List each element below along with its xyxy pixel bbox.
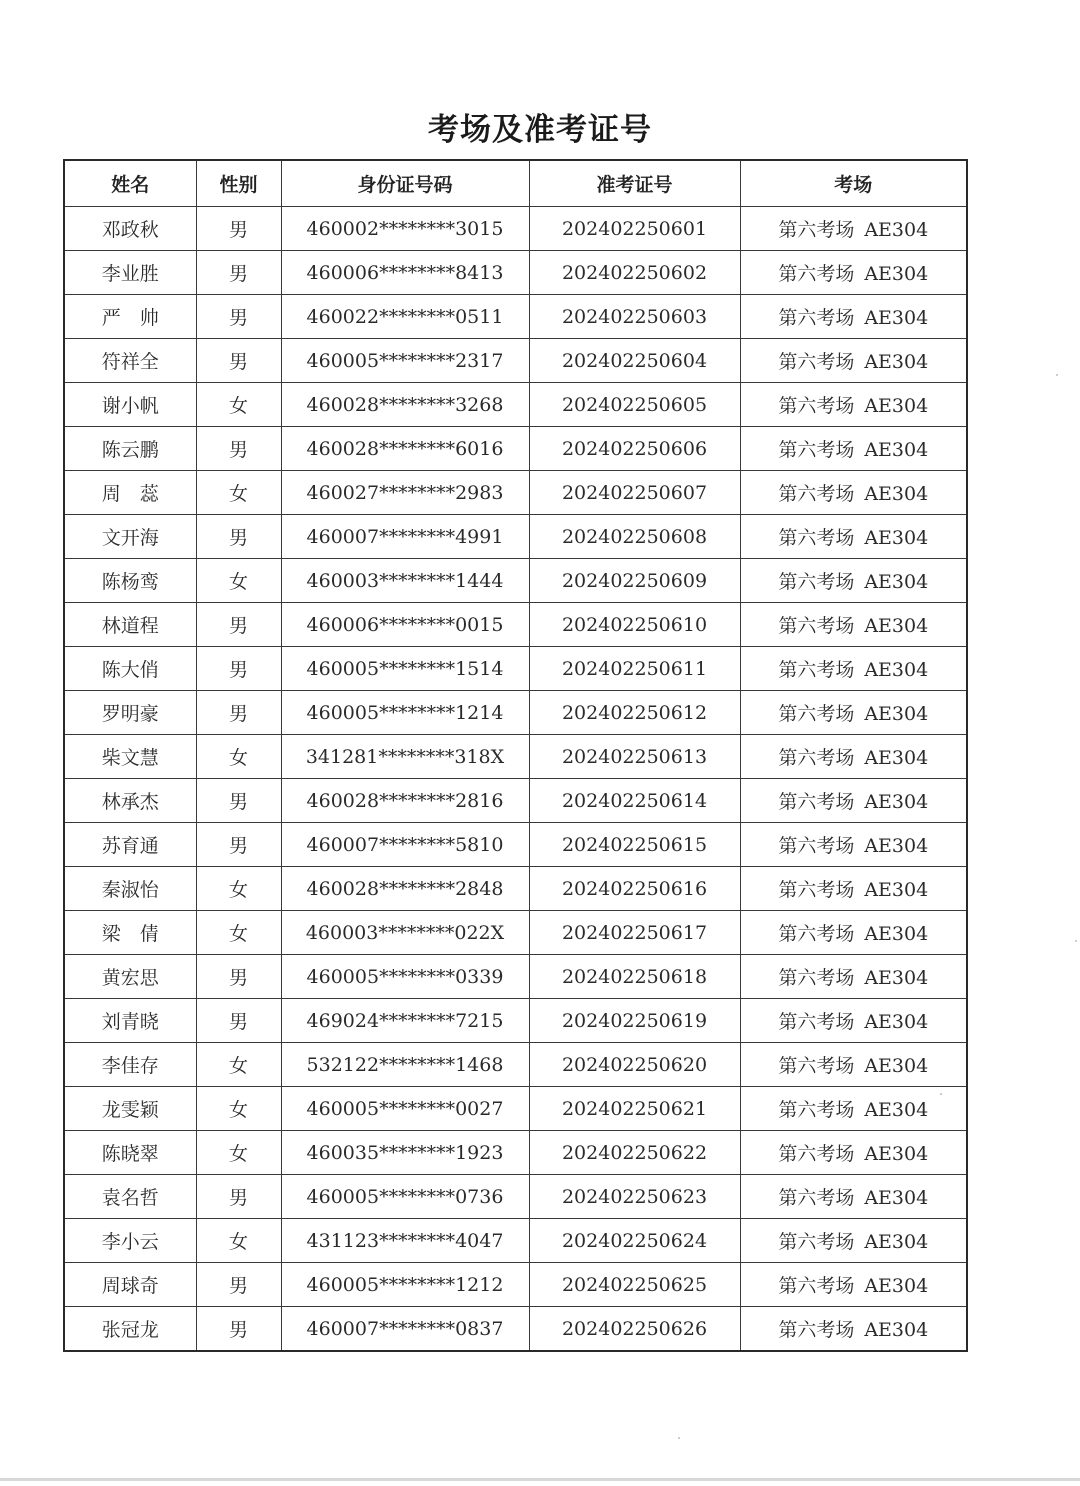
cell-ticket-number: 202402250619 <box>529 999 740 1043</box>
cell-exam-room <box>740 1087 967 1131</box>
cell-id-number: 460006********8413 <box>281 251 529 295</box>
cell-id-number: 460007********5810 <box>281 823 529 867</box>
table-row <box>64 383 967 427</box>
exam-room-code: AE304 <box>864 395 929 417</box>
cell-ticket-number: 202402250609 <box>529 559 740 603</box>
cell-name: 黄宏思 <box>64 955 196 999</box>
exam-room-table <box>63 159 968 1352</box>
cell-name: 陈晓翠 <box>64 1131 196 1175</box>
cell-name: 袁名哲 <box>64 1175 196 1219</box>
cell-ticket-number: 202402250611 <box>529 647 740 691</box>
cell-name: 梁 倩 <box>64 911 196 955</box>
cell-ticket-number: 202402250601 <box>529 207 740 251</box>
table-row <box>64 251 967 295</box>
cell-ticket-number: 202402250607 <box>529 471 740 515</box>
scan-speck <box>940 1093 942 1095</box>
cell-exam-room <box>740 823 967 867</box>
exam-room-code: AE304 <box>864 1099 929 1121</box>
cell-gender: 男 <box>196 339 281 383</box>
exam-room-code: AE304 <box>864 527 929 549</box>
cell-gender: 男 <box>196 1175 281 1219</box>
header-gender: 性别 <box>196 160 281 207</box>
table-row <box>64 647 967 691</box>
exam-room-name: 第六考场 <box>778 747 855 769</box>
cell-gender: 男 <box>196 1263 281 1307</box>
table-row <box>64 1175 967 1219</box>
cell-exam-room <box>740 1307 967 1352</box>
table-row <box>64 295 967 339</box>
cell-ticket-number: 202402250617 <box>529 911 740 955</box>
cell-id-number: 460005********2317 <box>281 339 529 383</box>
header-name: 姓名 <box>64 160 196 207</box>
cell-id-number: 460027********2983 <box>281 471 529 515</box>
cell-name: 周 蕊 <box>64 471 196 515</box>
exam-room-code: AE304 <box>864 879 929 901</box>
cell-gender: 男 <box>196 647 281 691</box>
exam-room-code: AE304 <box>864 791 929 813</box>
cell-name: 林道程 <box>64 603 196 647</box>
cell-ticket-number: 202402250613 <box>529 735 740 779</box>
table-row <box>64 691 967 735</box>
cell-ticket-number: 202402250603 <box>529 295 740 339</box>
cell-ticket-number: 202402250626 <box>529 1307 740 1352</box>
cell-ticket-number: 202402250622 <box>529 1131 740 1175</box>
exam-room-code: AE304 <box>864 615 929 637</box>
table-row <box>64 823 967 867</box>
exam-room-code: AE304 <box>864 1319 929 1341</box>
cell-exam-room <box>740 295 967 339</box>
cell-ticket-number: 202402250608 <box>529 515 740 559</box>
table-row <box>64 515 967 559</box>
cell-gender: 男 <box>196 823 281 867</box>
table-row <box>64 603 967 647</box>
exam-room-code: AE304 <box>864 967 929 989</box>
cell-exam-room <box>740 427 967 471</box>
cell-name: 陈杨鸾 <box>64 559 196 603</box>
cell-gender: 女 <box>196 1043 281 1087</box>
cell-id-number: 431123********4047 <box>281 1219 529 1263</box>
cell-id-number: 532122********1468 <box>281 1043 529 1087</box>
exam-room-name: 第六考场 <box>778 439 855 461</box>
cell-exam-room <box>740 779 967 823</box>
cell-name: 周球奇 <box>64 1263 196 1307</box>
scan-speck <box>678 1437 680 1439</box>
exam-room-name: 第六考场 <box>778 1099 855 1121</box>
table-row <box>64 427 967 471</box>
exam-room-code: AE304 <box>864 659 929 681</box>
cell-id-number: 469024********7215 <box>281 999 529 1043</box>
cell-name: 龙雯颖 <box>64 1087 196 1131</box>
cell-ticket-number: 202402250610 <box>529 603 740 647</box>
exam-room-code: AE304 <box>864 351 929 373</box>
exam-room-name: 第六考场 <box>778 1187 855 1209</box>
cell-exam-room <box>740 911 967 955</box>
cell-id-number: 460005********1212 <box>281 1263 529 1307</box>
cell-exam-room <box>740 383 967 427</box>
cell-name: 秦淑怡 <box>64 867 196 911</box>
table-row <box>64 471 967 515</box>
exam-room-name: 第六考场 <box>778 791 855 813</box>
exam-room-name: 第六考场 <box>778 1055 855 1077</box>
cell-ticket-number: 202402250612 <box>529 691 740 735</box>
cell-gender: 男 <box>196 999 281 1043</box>
cell-gender: 男 <box>196 207 281 251</box>
cell-exam-room <box>740 207 967 251</box>
page-edge-line <box>0 1478 1080 1481</box>
cell-name: 文开海 <box>64 515 196 559</box>
cell-ticket-number: 202402250615 <box>529 823 740 867</box>
cell-gender: 男 <box>196 955 281 999</box>
exam-room-name: 第六考场 <box>778 703 855 725</box>
cell-id-number: 460005********0736 <box>281 1175 529 1219</box>
cell-id-number: 460028********6016 <box>281 427 529 471</box>
exam-room-name: 第六考场 <box>778 967 855 989</box>
exam-room-code: AE304 <box>864 439 929 461</box>
cell-name: 刘青晓 <box>64 999 196 1043</box>
table-row <box>64 207 967 251</box>
table-row <box>64 867 967 911</box>
cell-exam-room <box>740 1043 967 1087</box>
exam-room-name: 第六考场 <box>778 1011 855 1033</box>
cell-ticket-number: 202402250620 <box>529 1043 740 1087</box>
cell-exam-room <box>740 471 967 515</box>
cell-exam-room <box>740 251 967 295</box>
cell-name: 严 帅 <box>64 295 196 339</box>
cell-ticket-number: 202402250614 <box>529 779 740 823</box>
cell-exam-room <box>740 1263 967 1307</box>
table-row <box>64 735 967 779</box>
cell-name: 苏育通 <box>64 823 196 867</box>
exam-room-name: 第六考场 <box>778 923 855 945</box>
exam-room-name: 第六考场 <box>778 219 855 241</box>
cell-gender: 女 <box>196 867 281 911</box>
cell-id-number: 460028********2848 <box>281 867 529 911</box>
exam-room-name: 第六考场 <box>778 1231 855 1253</box>
cell-ticket-number: 202402250606 <box>529 427 740 471</box>
table-row <box>64 1087 967 1131</box>
exam-room-code: AE304 <box>864 1055 929 1077</box>
cell-ticket-number: 202402250624 <box>529 1219 740 1263</box>
table-row <box>64 1043 967 1087</box>
cell-id-number: 460005********1214 <box>281 691 529 735</box>
exam-room-code: AE304 <box>864 703 929 725</box>
exam-room-code: AE304 <box>864 263 929 285</box>
cell-id-number: 460006********0015 <box>281 603 529 647</box>
cell-exam-room <box>740 515 967 559</box>
cell-name: 张冠龙 <box>64 1307 196 1352</box>
cell-id-number: 460035********1923 <box>281 1131 529 1175</box>
cell-id-number: 460005********0339 <box>281 955 529 999</box>
exam-room-code: AE304 <box>864 923 929 945</box>
exam-room-name: 第六考场 <box>778 351 855 373</box>
cell-exam-room <box>740 955 967 999</box>
cell-name: 陈大俏 <box>64 647 196 691</box>
cell-gender: 女 <box>196 735 281 779</box>
cell-id-number: 460002********3015 <box>281 207 529 251</box>
exam-room-code: AE304 <box>864 747 929 769</box>
cell-id-number: 460005********1514 <box>281 647 529 691</box>
cell-id-number: 460007********4991 <box>281 515 529 559</box>
cell-id-number: 460005********0027 <box>281 1087 529 1131</box>
cell-gender: 女 <box>196 383 281 427</box>
cell-exam-room <box>740 1219 967 1263</box>
cell-gender: 女 <box>196 1131 281 1175</box>
exam-room-name: 第六考场 <box>778 1275 855 1297</box>
cell-ticket-number: 202402250616 <box>529 867 740 911</box>
cell-ticket-number: 202402250623 <box>529 1175 740 1219</box>
header-id-number: 身份证号码 <box>281 160 529 207</box>
table-row <box>64 559 967 603</box>
cell-exam-room <box>740 1131 967 1175</box>
cell-ticket-number: 202402250604 <box>529 339 740 383</box>
cell-exam-room <box>740 1175 967 1219</box>
table-body <box>64 207 967 1352</box>
table-header-row <box>64 160 967 207</box>
cell-gender: 女 <box>196 911 281 955</box>
exam-room-name: 第六考场 <box>778 615 855 637</box>
cell-id-number: 460003********022X <box>281 911 529 955</box>
cell-gender: 男 <box>196 603 281 647</box>
cell-id-number: 460028********3268 <box>281 383 529 427</box>
table-row <box>64 1219 967 1263</box>
exam-room-code: AE304 <box>864 835 929 857</box>
cell-gender: 男 <box>196 427 281 471</box>
cell-gender: 男 <box>196 251 281 295</box>
cell-exam-room <box>740 999 967 1043</box>
cell-name: 柴文慧 <box>64 735 196 779</box>
exam-room-name: 第六考场 <box>778 571 855 593</box>
cell-exam-room <box>740 559 967 603</box>
cell-gender: 男 <box>196 691 281 735</box>
exam-room-name: 第六考场 <box>778 659 855 681</box>
cell-id-number: 460022********0511 <box>281 295 529 339</box>
exam-room-code: AE304 <box>864 307 929 329</box>
exam-room-name: 第六考场 <box>778 263 855 285</box>
cell-exam-room <box>740 647 967 691</box>
cell-ticket-number: 202402250621 <box>529 1087 740 1131</box>
table-row <box>64 779 967 823</box>
table-row <box>64 955 967 999</box>
cell-exam-room <box>740 339 967 383</box>
cell-gender: 男 <box>196 1307 281 1352</box>
exam-room-name: 第六考场 <box>778 879 855 901</box>
cell-id-number: 460003********1444 <box>281 559 529 603</box>
cell-exam-room <box>740 735 967 779</box>
cell-name: 李佳存 <box>64 1043 196 1087</box>
cell-name: 林承杰 <box>64 779 196 823</box>
cell-id-number: 460007********0837 <box>281 1307 529 1352</box>
cell-name: 李业胜 <box>64 251 196 295</box>
table-row <box>64 339 967 383</box>
scan-speck <box>1056 374 1058 376</box>
exam-room-code: AE304 <box>864 1275 929 1297</box>
scan-speck <box>1075 940 1077 942</box>
cell-gender: 男 <box>196 295 281 339</box>
cell-name: 陈云鹏 <box>64 427 196 471</box>
cell-gender: 女 <box>196 1219 281 1263</box>
exam-room-name: 第六考场 <box>778 835 855 857</box>
exam-room-code: AE304 <box>864 219 929 241</box>
cell-gender: 女 <box>196 1087 281 1131</box>
exam-room-name: 第六考场 <box>778 307 855 329</box>
header-ticket-number: 准考证号 <box>529 160 740 207</box>
cell-exam-room <box>740 691 967 735</box>
table-row <box>64 1263 967 1307</box>
cell-exam-room <box>740 867 967 911</box>
exam-room-code: AE304 <box>864 1011 929 1033</box>
cell-ticket-number: 202402250602 <box>529 251 740 295</box>
exam-room-name: 第六考场 <box>778 395 855 417</box>
table-row <box>64 911 967 955</box>
exam-room-code: AE304 <box>864 1143 929 1165</box>
exam-room-code: AE304 <box>864 483 929 505</box>
cell-gender: 女 <box>196 559 281 603</box>
cell-gender: 男 <box>196 779 281 823</box>
cell-ticket-number: 202402250605 <box>529 383 740 427</box>
exam-room-code: AE304 <box>864 571 929 593</box>
cell-gender: 男 <box>196 515 281 559</box>
cell-name: 李小云 <box>64 1219 196 1263</box>
cell-name: 邓政秋 <box>64 207 196 251</box>
exam-room-name: 第六考场 <box>778 483 855 505</box>
exam-room-code: AE304 <box>864 1187 929 1209</box>
cell-name: 符祥全 <box>64 339 196 383</box>
cell-id-number: 460028********2816 <box>281 779 529 823</box>
page-title: 考场及准考证号 <box>428 112 652 148</box>
exam-room-name: 第六考场 <box>778 527 855 549</box>
cell-ticket-number: 202402250618 <box>529 955 740 999</box>
cell-id-number: 341281********318X <box>281 735 529 779</box>
cell-name: 罗明豪 <box>64 691 196 735</box>
exam-room-code: AE304 <box>864 1231 929 1253</box>
cell-ticket-number: 202402250625 <box>529 1263 740 1307</box>
table-row <box>64 999 967 1043</box>
table-row <box>64 1307 967 1352</box>
cell-gender: 女 <box>196 471 281 515</box>
exam-room-name: 第六考场 <box>778 1143 855 1165</box>
table-row <box>64 1131 967 1175</box>
cell-name: 谢小帆 <box>64 383 196 427</box>
exam-room-name: 第六考场 <box>778 1319 855 1341</box>
cell-exam-room <box>740 603 967 647</box>
header-exam-room: 考场 <box>740 160 967 207</box>
